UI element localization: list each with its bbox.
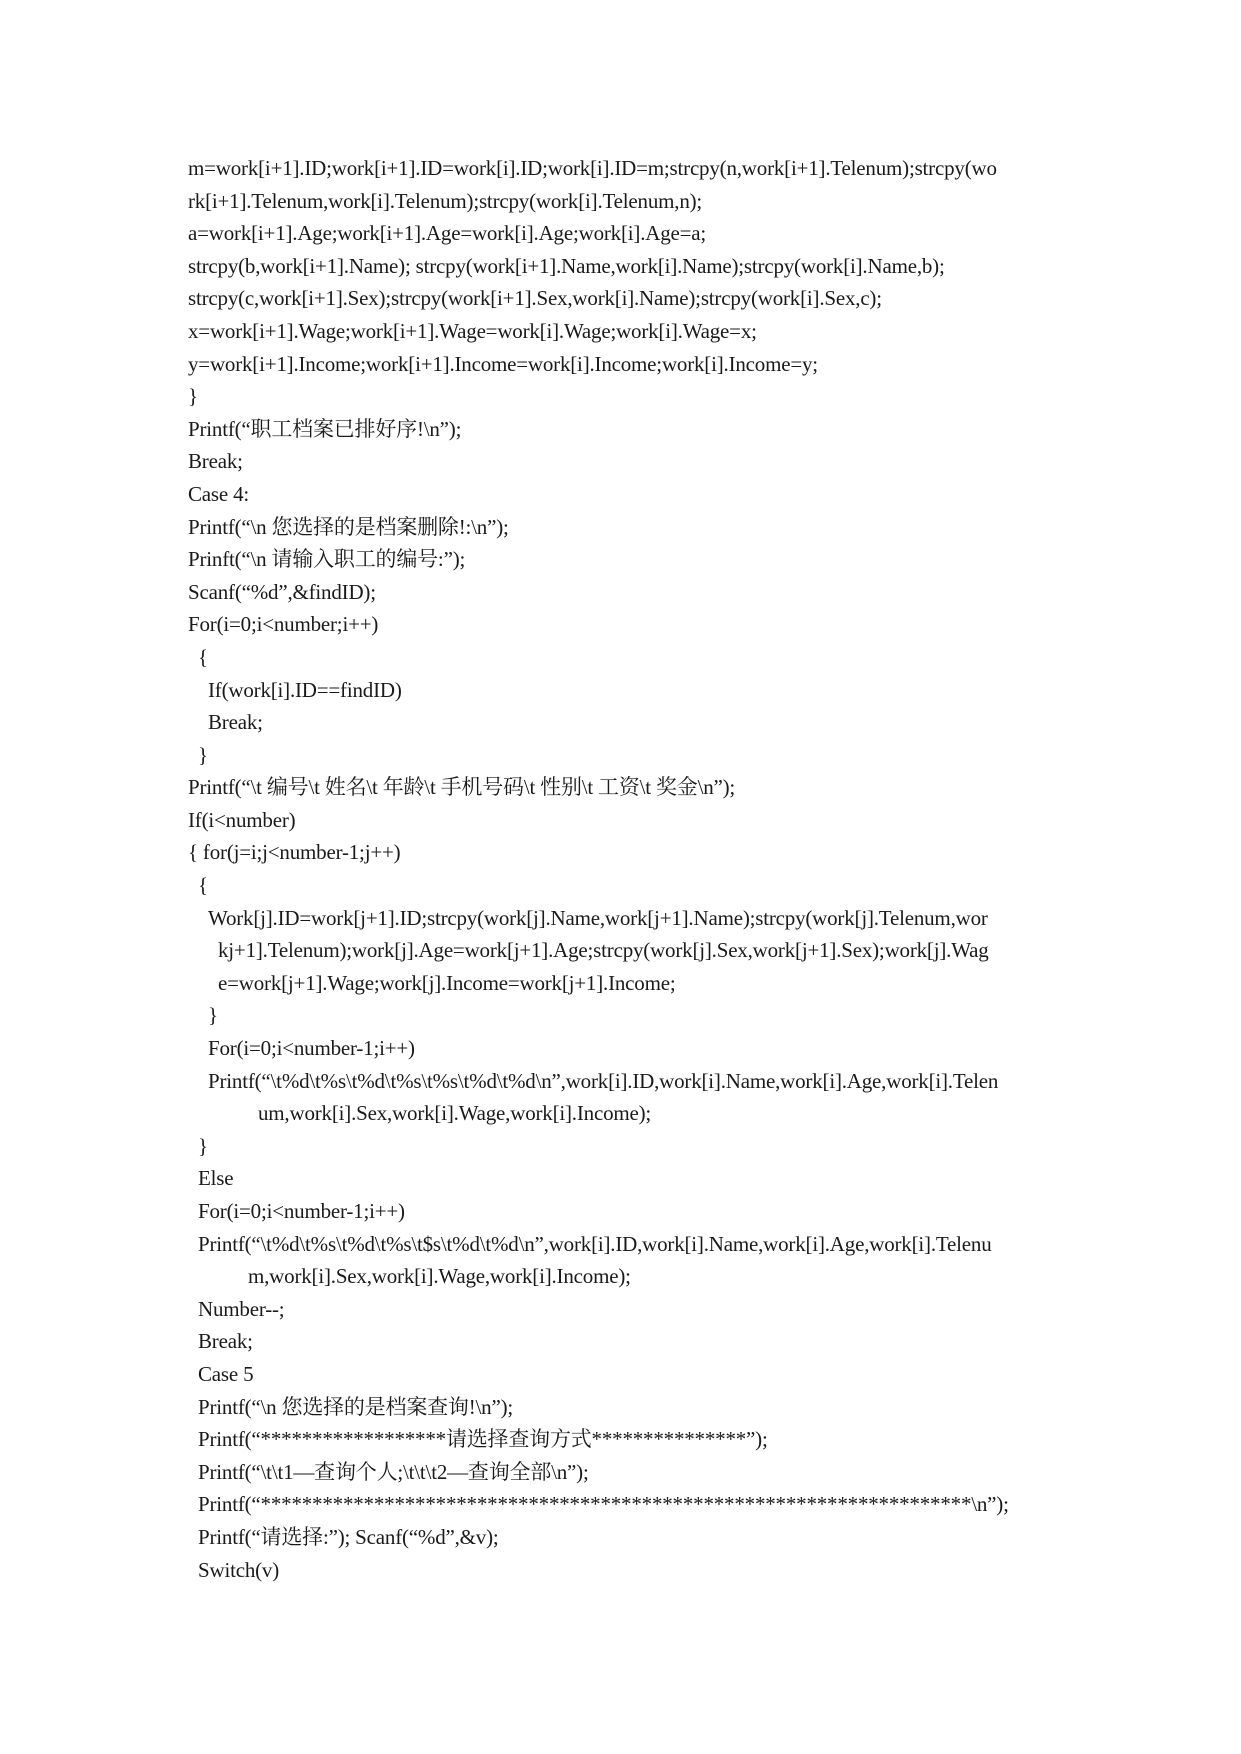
code-line: Prinft(“\n 请输入职工的编号:”); xyxy=(188,547,466,572)
code-line: Break; xyxy=(198,1329,253,1354)
code-line: } xyxy=(208,1003,218,1028)
code-line: e=work[j+1].Wage;work[j].Income=work[j+1].Income; xyxy=(218,970,676,995)
code-line: Printf(“\t\t1—查询个人;\t\t\t2—查询全部\n”); xyxy=(198,1459,589,1484)
code-line: Printf(“请选择:”); Scanf(“%d”,&v); xyxy=(198,1524,499,1549)
code-line: rk[i+1].Telenum,work[i].Telenum);strcpy(work[i].Telenum,n); xyxy=(188,188,703,213)
code-line: y=work[i+1].Income;work[i+1].Income=work[i].Income;work[i].Income=y; xyxy=(188,351,818,376)
code-line: } xyxy=(198,1133,208,1158)
code-line: Break; xyxy=(188,449,243,474)
code-line: } xyxy=(198,742,208,767)
code-line: Printf(“\n 您选择的是档案删除!:\n”); xyxy=(188,514,509,539)
code-line: } xyxy=(188,384,198,409)
code-line: strcpy(c,work[i+1].Sex);strcpy(work[i+1].Sex,work[i].Name);strcpy(work[i].Sex,c); xyxy=(188,286,882,311)
code-line: Printf(“\t%d\t%s\t%d\t%s\t%s\t%d\t%d\n”,work[i].ID,work[i].Name,work[i].Age,work[i].Telen xyxy=(208,1068,999,1093)
code-line: Number--; xyxy=(198,1296,285,1321)
code-line: Scanf(“%d”,&findID); xyxy=(188,579,376,604)
code-line: For(i=0;i<number-1;i++) xyxy=(208,1036,415,1061)
code-line: { xyxy=(198,873,208,898)
code-line: Printf(“\t 编号\t 姓名\t 年龄\t 手机号码\t 性别\t 工资\t 奖金\n”); xyxy=(188,775,736,800)
code-line: a=work[i+1].Age;work[i+1].Age=work[i].Age;work[i].Age=a; xyxy=(188,221,707,246)
code-line: { for(j=i;j<number-1;j++) xyxy=(188,840,401,865)
code-line: Else xyxy=(198,1166,234,1191)
code-line: m=work[i+1].ID;work[i+1].ID=work[i].ID;work[i].ID=m;strcpy(n,work[i+1].Telenum);strcpy(wo xyxy=(188,156,997,180)
code-line: Switch(v) xyxy=(198,1557,280,1582)
code-line: Printf(“\t%d\t%s\t%d\t%s\t$s\t%d\t%d\n”,work[i].ID,work[i].Name,work[i].Age,work[i].Telenu xyxy=(198,1231,992,1256)
code-line: For(i=0;i<number;i++) xyxy=(188,612,379,637)
code-line: If(i<number) xyxy=(188,807,296,832)
code-line: Break; xyxy=(208,710,263,735)
code-line: kj+1].Telenum);work[j].Age=work[j+1].Age;strcpy(work[j].Sex,work[j+1].Sex);work[j].Wag xyxy=(218,938,989,963)
code-line: Work[j].ID=work[j+1].ID;strcpy(work[j].Name,work[j+1].Name);strcpy(work[j].Telenum,wor xyxy=(208,905,988,930)
code-line: um,work[i].Sex,work[i].Wage,work[i].Income); xyxy=(258,1101,652,1126)
code-line: Case 4: xyxy=(188,481,250,506)
code-line: Printf(“******************请选择查询方式***************”); xyxy=(198,1427,768,1452)
code-line: If(work[i].ID==findID) xyxy=(208,677,402,702)
code-line: Case 5 xyxy=(198,1361,254,1386)
code-line: m,work[i].Sex,work[i].Wage,work[i].Income); xyxy=(248,1264,631,1289)
code-line: Printf(“\n 您选择的是档案查询!\n”); xyxy=(198,1394,514,1419)
code-line: Printf(“*********************************************************************\n”); xyxy=(198,1492,1009,1517)
code-line: For(i=0;i<number-1;i++) xyxy=(198,1199,405,1223)
code-line: Printf(“职工档案已排好序!\n”); xyxy=(188,416,462,441)
code-line: x=work[i+1].Wage;work[i+1].Wage=work[i].Wage;work[i].Wage=x; xyxy=(188,318,757,343)
code-line: strcpy(b,work[i+1].Name); strcpy(work[i+1].Name,work[i].Name);strcpy(work[i].Name,b); xyxy=(188,253,945,278)
code-listing xyxy=(188,152,1068,1586)
code-line: { xyxy=(198,644,208,669)
